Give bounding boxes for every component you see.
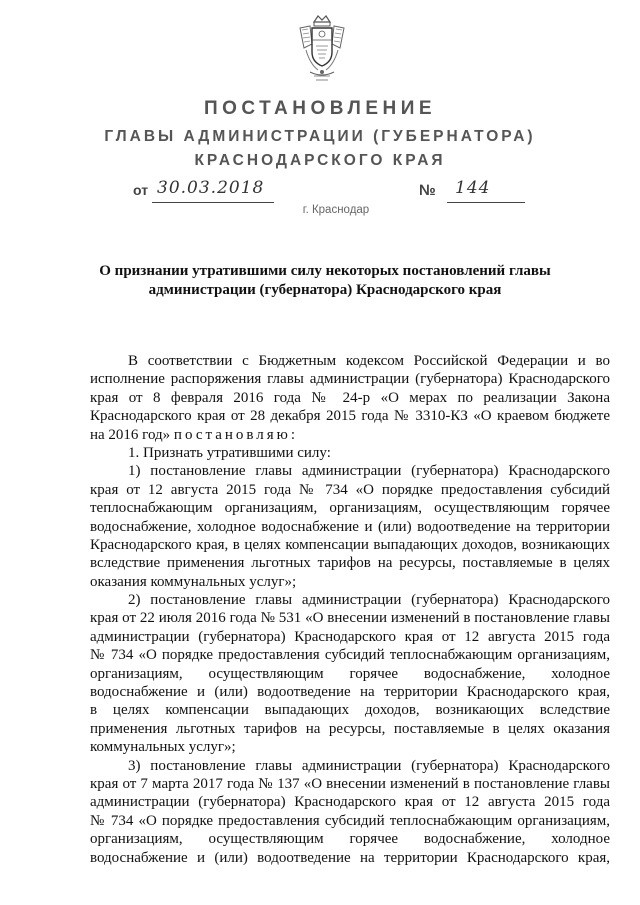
- date-prefix: от: [133, 182, 149, 198]
- document-body: [90, 352, 610, 867]
- document-date: 30.03.2018: [157, 178, 265, 198]
- body-line: 1) постановление главы администрации (губернатора) Краснодарского: [128, 463, 610, 480]
- body-line: края от 12 августа 2015 года № 734 «О порядке предоставления субсидий: [90, 481, 610, 498]
- body-line: в целях компенсации выпадающих доходов, возникающих вследствие: [90, 702, 610, 719]
- body-line: вследствие применения льготных тарифов на ресурсы, поставляемые в целях: [90, 555, 610, 572]
- coat-of-arms-icon: [296, 14, 348, 84]
- body-line: края от 8 февраля 2016 года № 24-р «О мерах по реализации Закона: [90, 389, 610, 406]
- body-line: администрации (губернатора) Краснодарского края от 12 августа 2015 года: [90, 794, 610, 811]
- title-line: О признании утратившими силу некоторых постановлений главы: [99, 263, 551, 279]
- body-line: водоснабжение и (или) водоотведение на территории Краснодарского края,: [90, 849, 610, 866]
- resolution-word: постановляю:: [173, 426, 299, 443]
- document-number: 144: [455, 178, 491, 198]
- document-title: [90, 262, 560, 300]
- body-line: края от 7 марта 2017 года № 137 «О внесении изменений в постановление главы: [90, 775, 610, 792]
- city-name: г. Краснодар: [302, 204, 370, 216]
- body-line-with-resolution: [90, 426, 610, 444]
- body-line: Краснодарского края от 28 декабря 2015 года № 3310-КЗ «О краевом бюджете: [90, 408, 610, 425]
- body-line: применения льготных тарифов на ресурсы, поставляемые в целях оказания: [90, 720, 610, 737]
- item-heading: 1. Признать утратившими силу:: [128, 444, 331, 461]
- body-line: организациям, осуществляющим горячее водоснабжение, холодное: [90, 831, 610, 848]
- body-line: коммунальных услуг»;: [90, 739, 236, 756]
- document-type-heading: ПОСТАНОВЛЕНИЕ: [203, 98, 437, 119]
- body-line: № 734 «О порядке предоставления субсидий теплоснабжающим организациям,: [90, 647, 610, 664]
- body-line: водоснабжение, холодное водоснабжение и (или) водоотведение на территории: [90, 518, 610, 535]
- body-line: администрации (губернатора) Краснодарского края от 12 августа 2015 года: [90, 628, 610, 645]
- title-line: администрации (губернатора) Краснодарского края: [148, 282, 502, 298]
- body-line: В соответствии с Бюджетным кодексом Российской Федерации и во: [128, 353, 610, 369]
- body-line: № 734 «О порядке предоставления субсидий теплоснабжающим организациям,: [90, 812, 610, 829]
- body-line: водоснабжение и (или) водоотведение на территории Краснодарского края,: [90, 684, 610, 701]
- body-line: 3) постановление главы администрации (губернатора) Краснодарского: [128, 757, 610, 774]
- number-prefix: №: [419, 182, 436, 199]
- body-line-text: на 2016 год»: [90, 426, 171, 443]
- body-line: Краснодарского края, в целях компенсации выпадающих доходов, возникающих: [90, 536, 610, 553]
- issuer-line-1: ГЛАВЫ АДМИНИСТРАЦИИ (ГУБЕРНАТОРА): [104, 128, 536, 145]
- body-line: оказания коммунальных услуг»;: [90, 573, 297, 590]
- body-line: теплоснабжающим организациям, организациям, осуществляющим горячее: [90, 500, 610, 517]
- body-line: 2) постановление главы администрации (губернатора) Краснодарского: [128, 592, 610, 609]
- body-line: организациям, осуществляющим горячее водоснабжение, холодное: [90, 665, 610, 682]
- issuer-line-2: КРАСНОДАРСКОГО КРАЯ: [194, 152, 446, 169]
- body-line: края от 22 июля 2016 года № 531 «О внесении изменений в постановление главы: [90, 610, 610, 627]
- body-line: исполнение распоряжения главы администрации (губернатора) Краснодарского: [90, 371, 610, 388]
